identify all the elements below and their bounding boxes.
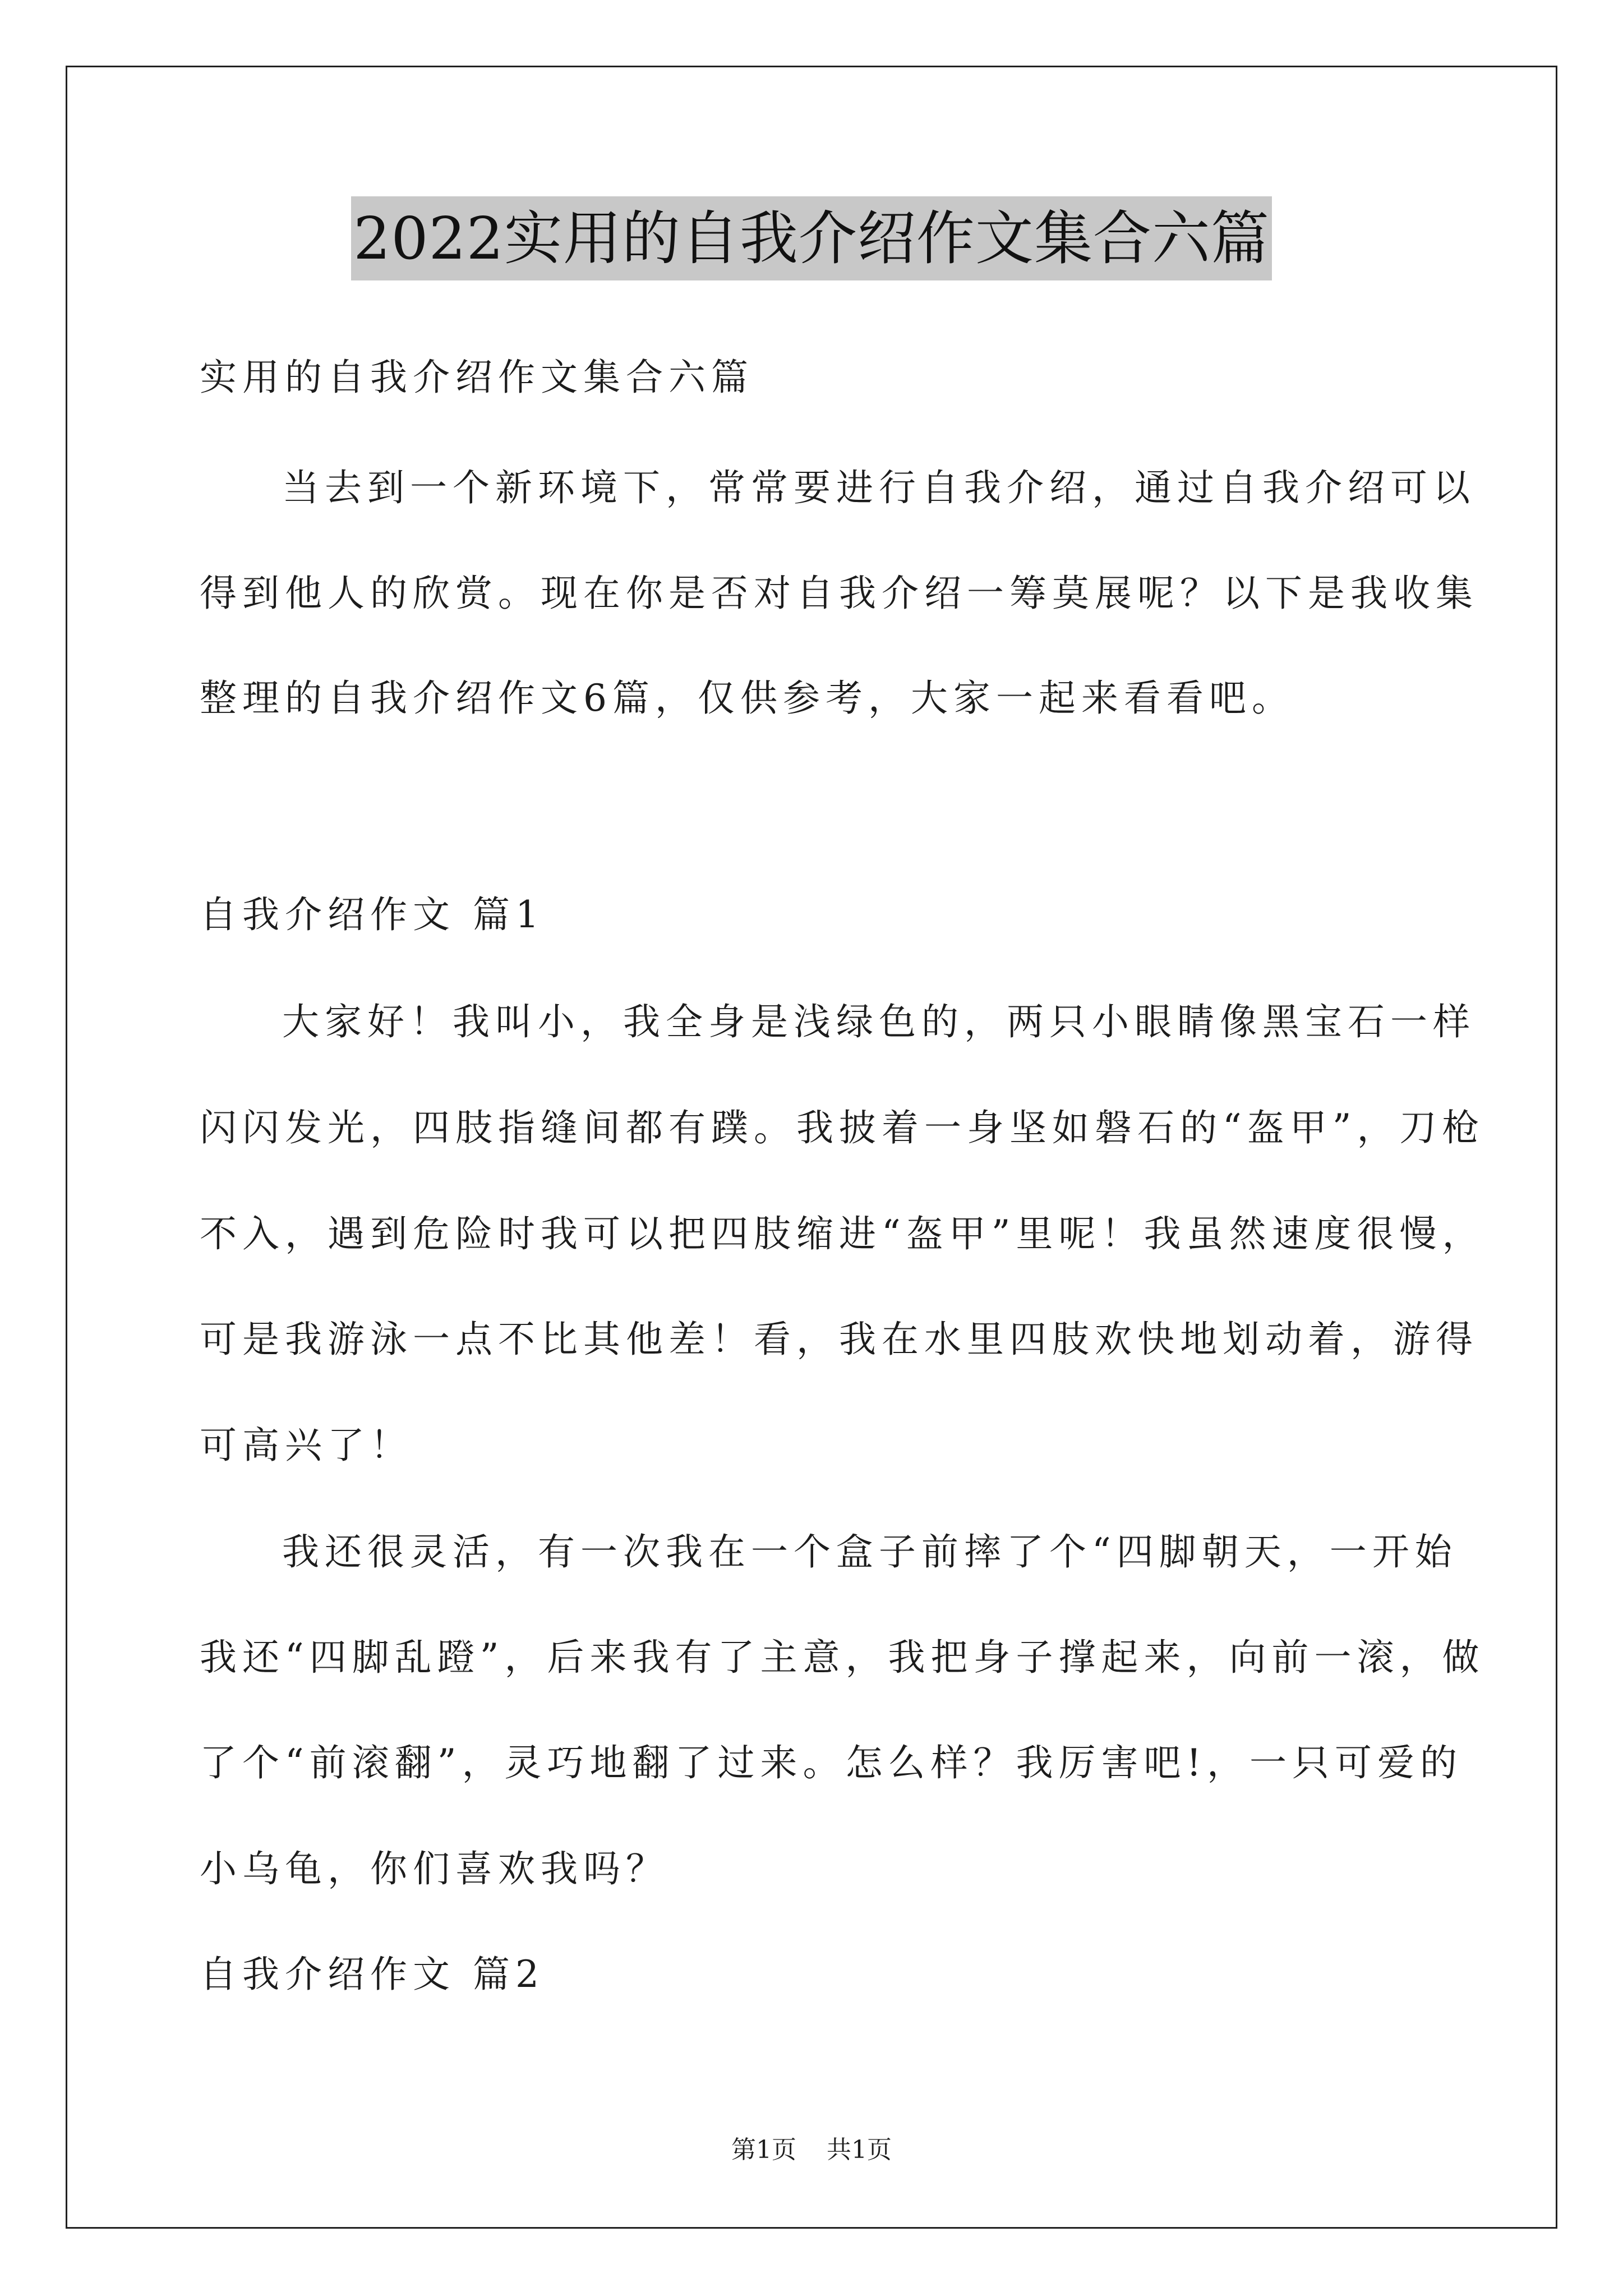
essay-1-line-6: 我还很灵活，有一次我在一个盒子前摔了个“四脚朝天，一开始 xyxy=(282,1530,1458,1573)
intro-line-3: 整理的自我介绍作文6篇，仅供参考，大家一起来看看吧。 xyxy=(200,677,1294,720)
page-total: 共1页 xyxy=(827,2136,892,2164)
essay-1-line-5: 可高兴了！ xyxy=(200,1424,413,1467)
page-footer xyxy=(0,2133,1623,2167)
essay-1-line-8: 了个“前滚翻”，灵巧地翻了过来。怎么样？我厉害吧!，一只可爱的 xyxy=(200,1741,1463,1784)
page-number: 第1页 xyxy=(731,2136,796,2164)
document-title: 2022实用的自我介绍作文集合六篇 xyxy=(351,196,1272,280)
essay-1-line-9: 小乌龟，你们喜欢我吗？ xyxy=(200,1847,668,1890)
essay-1-line-3: 不入，遇到危险时我可以把四肢缩进“盔甲”里呢！我虽然速度很慢， xyxy=(200,1212,1485,1255)
subtitle-line: 实用的自我介绍作文集合六篇 xyxy=(200,356,754,399)
essay-1-line-4: 可是我游泳一点不比其他差！看，我在水里四肢欢快地划动着，游得 xyxy=(200,1318,1478,1361)
essay-1-line-1: 大家好！我叫小，我全身是浅绿色的，两只小眼睛像黑宝石一样 xyxy=(282,1000,1476,1043)
intro-line-1: 当去到一个新环境下，常常要进行自我介绍，通过自我介绍可以 xyxy=(282,466,1476,509)
intro-line-2: 得到他人的欣赏。现在你是否对自我介绍一筹莫展呢？以下是我收集 xyxy=(200,572,1478,615)
section-heading-1: 自我介绍作文 篇1 xyxy=(200,893,545,936)
title-container xyxy=(0,196,1623,280)
essay-1-line-2: 闪闪发光，四肢指缝间都有蹼。我披着一身坚如磐石的“盔甲”，刀枪 xyxy=(200,1106,1485,1149)
essay-1-line-7: 我还“四脚乱蹬”，后来我有了主意，我把身子撑起来，向前一滚，做 xyxy=(200,1636,1485,1679)
section-heading-2: 自我介绍作文 篇2 xyxy=(200,1953,545,1996)
